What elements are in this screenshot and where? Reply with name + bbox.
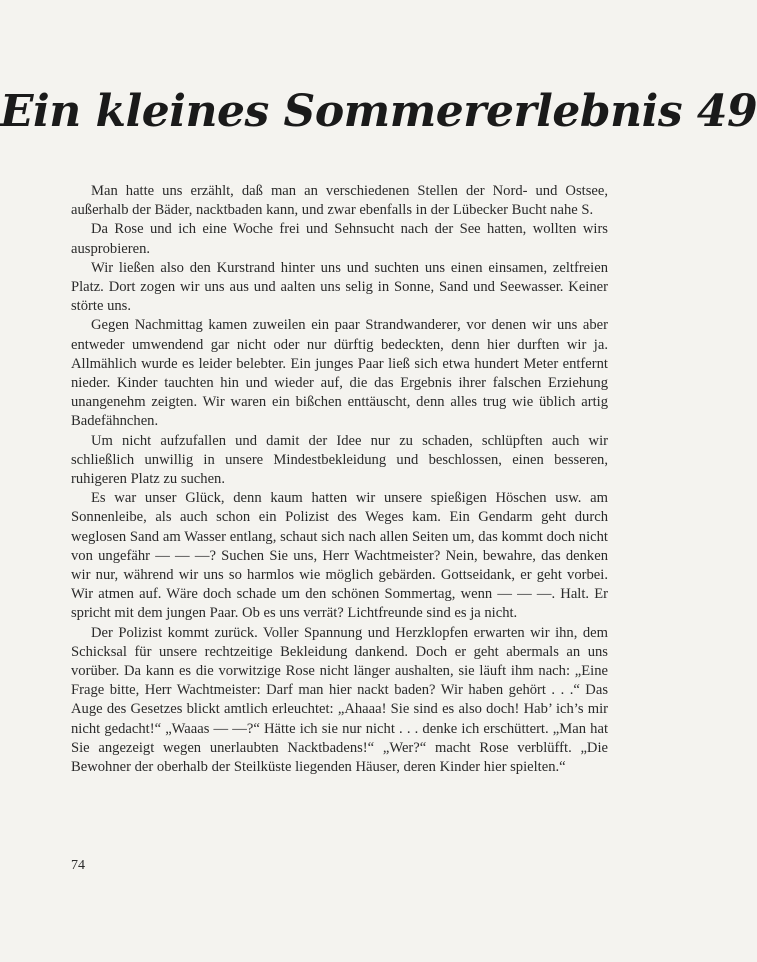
paragraph: Der Polizist kommt zurück. Voller Spannung und Herzklopfen erwarten wir ihn, dem Schicksal für unsere rechtzeitige Bekleidung dankend. Doch er geht abermals an uns vorüber. Da kann es die vorwitzige Rose nicht länger aushalten, sie läuft ihm nach: „Eine Frage bitte, Herr Wachtmeister: Darf man hier nackt baden? Wir haben gehört . . .“ Das Auge des Gesetzes blickt amtlich erleuchtet: „Ahaaa! Sie sind es also doch! Hab’ ich’s mir nicht gedacht!“ „Waaas — —?“ Hätte ich sie nur nicht . . . denke ich erschüttert. „Man hat Sie angezeigt wegen unerlaubten Nacktbadens!“ „Wer?“ macht Rose verblüfft. „Die Bewohner der oberhalb der Steilküste liegenden Häuser, deren Kinder hier spielten.“	[71, 624, 608, 776]
paragraph: Wir ließen also den Kurstrand hinter uns und suchten uns einen einsamen, zeltfreien Platz. Dort zogen wir uns aus und aalten uns selig in Sonne, Sand und Seewasser. Keiner störte uns.	[71, 259, 608, 315]
page-number: 74	[71, 858, 85, 873]
body-text	[71, 182, 608, 777]
paragraph: Gegen Nachmittag kamen zuweilen ein paar Strandwanderer, vor denen wir uns aber entweder umwendend gar nicht oder nur dürftig bedeckten, denn hier durften wir ja. Allmählich wurde es leider belebter. Ein junges Paar ließ sich etwa hundert Meter entfernt nieder. Kinder tauchten hin und wieder auf, die das Ergebnis ihrer falschen Erziehung unangenehm zeigten. Wir waren ein bißchen enttäuscht, denn alles trug wie üblich artig Badefähnchen.	[71, 317, 608, 430]
paragraph: Man hatte uns erzählt, daß man an verschiedenen Stellen der Nord- und Ostsee, außerhalb der Bäder, nacktbaden kann, und zwar ebenfalls in der Lübecker Bucht nahe S.	[71, 183, 608, 219]
paragraph: Um nicht aufzufallen und damit der Idee nur zu schaden, schlüpften auch wir schließlich unwillig in unsere Mindestbekleidung und beschlossen, einen besseren, ruhigeren Platz zu suchen.	[71, 432, 608, 488]
paragraph: Es war unser Glück, denn kaum hatten wir unsere spießigen Höschen usw. am Sonnenleibe, als auch schon ein Polizist des Weges kam. Ein Gendarm geht durch weglosen Sand am Wasser entlang, schaut sich nach allen Seiten um, das kommt doch nicht von ungefähr — — —? Suchen Sie uns, Herr Wachtmeister? Nein, bewahre, das denken wir nur, während wir uns so harmlos wie möglich gebärden. Gottseidank, er geht vorbei. Wir atmen auf. Wäre doch schade um den schönen Sommertag, wenn — — —. Halt. Er spricht mit dem jungen Paar. Ob es uns verrät? Lichtfreunde sind es ja nicht.	[71, 490, 608, 622]
page-title: Ein kleines Sommererlebnis 49	[0, 86, 757, 137]
paragraph: Da Rose und ich eine Woche frei und Sehnsucht nach der See hatten, wollten wirs ausprobieren.	[71, 221, 608, 257]
